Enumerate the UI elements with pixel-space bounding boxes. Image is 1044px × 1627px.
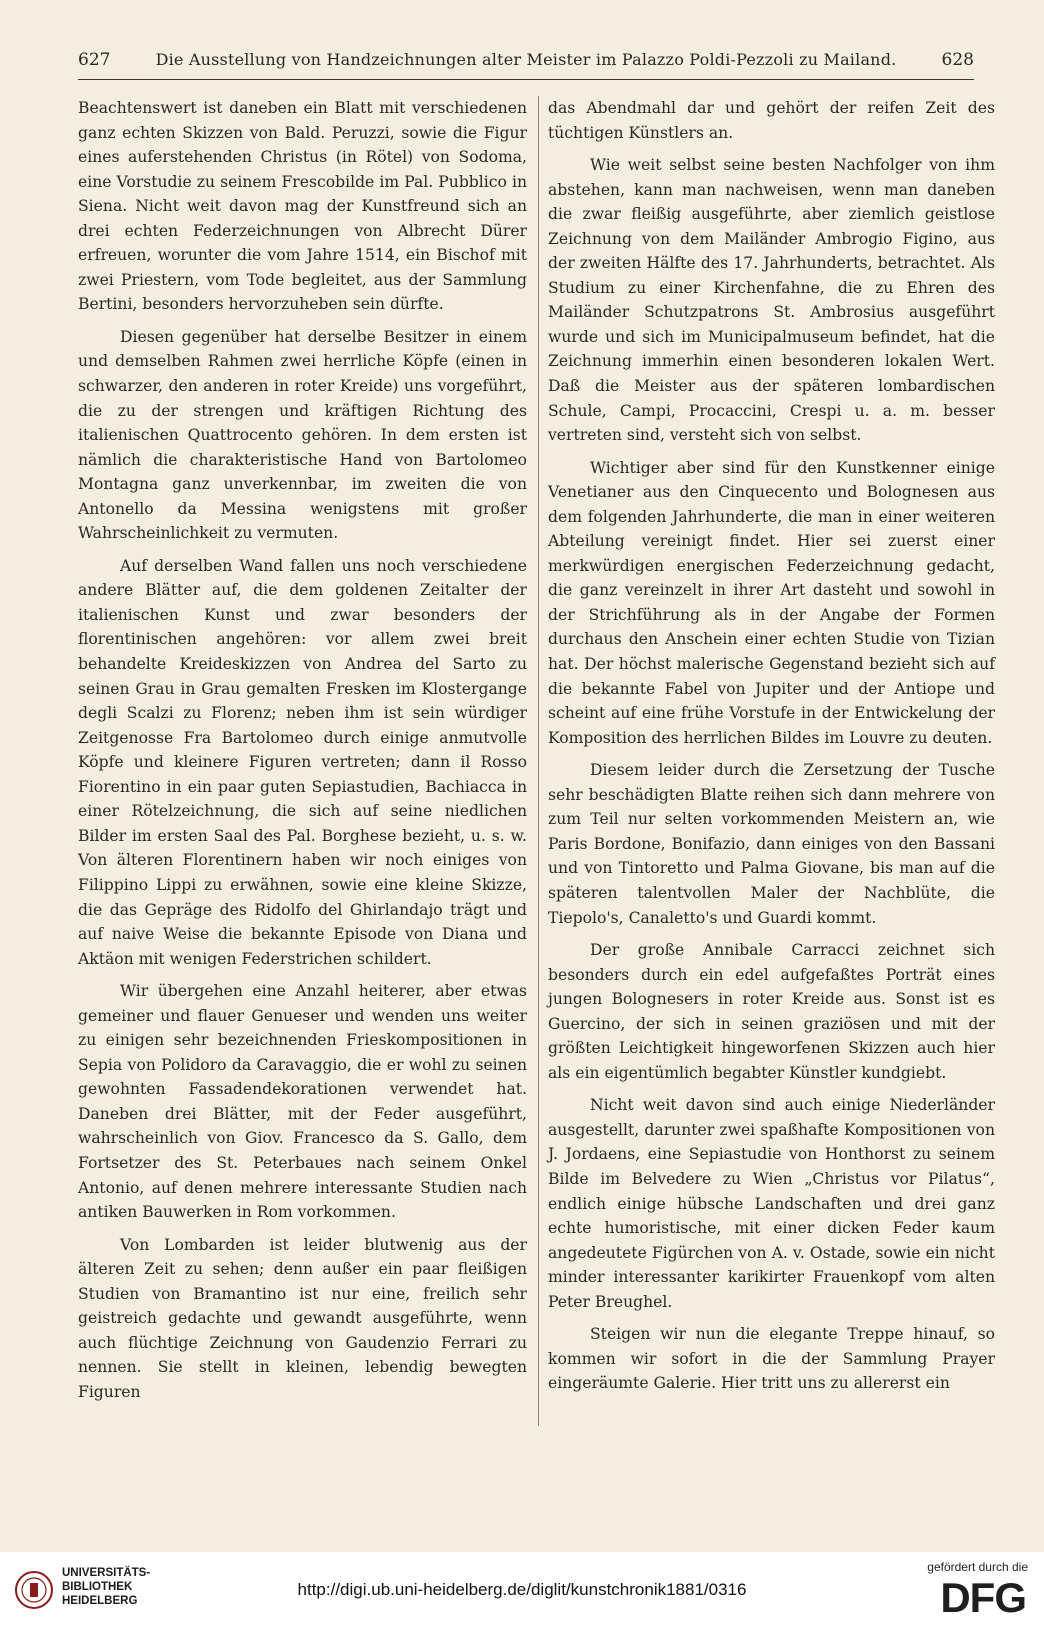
paragraph: Nicht weit davon sind auch einige Niederländer ausgestellt, darunter zwei spaßhafte Kompositionen von J. Jordaens, eine Sepiastudie von Honthorst zu seinem Bilde im Belvedere zu Wien „Christus vor Pilatus“, endlich einige hübsche Landschaften und drei ganz echte humoristische, mit einer dicken Feder kaum angedeutete Figürchen von A. v. Ostade, sowie ein nicht minder interessanter karikirter Frauenkopf vom alten Peter Breughel. [548,1096,995,1311]
page-number-left: 627 [78,50,111,70]
footer-bar [0,1552,1044,1627]
right-column [548,96,995,1396]
paragraph: Von Lombarden ist leider blutwenig aus der älteren Zeit zu sehen; denn außer ein paar fleißigen Studien von Bramantino ist nur eine, freilich sehr geistreich gedachte und gewandt ausgeführte, wenn auch flüchtige Zeichnung von Gaudenzio Ferrari zu nennen. Sie stellt in kleinen, lebendig bewegten Figuren [78,1235,527,1401]
paragraph: Auf derselben Wand fallen uns noch verschiedene andere Blätter auf, die dem goldenen Zeitalter der italienischen Kunst und zwar besonders der florentinischen angehören: vor allem zwei breit behandelte Kreideskizzen von Andrea del Sarto zu seinen Grau in Grau gemalten Fresken im Klostergange degli Scalzi zu Florenz; neben ihm ist sein würdiger Zeitgenosse Fra Bartolomeo durch einige anmutvolle Köpfe und kleinere Figuren vertreten; dann il Rosso Fiorentino in ein paar guten Sepiastudien, Bachiacca in einer Rötelzeichnung, die sich auf seine niedlichen Bilder im ersten Saal des Pal. Borghese bezieht, u. s. w. Von älteren Florentinern haben wir noch einiges von Filippino Lippi zu erwähnen, sowie eine kleine Skizze, die das Gepräge des Ridolfo del Ghirlandajo trägt und auf naive Weise die bekannte Episode von Diana und Aktäon mit wenigen Federstrichen schildert. [78,556,527,968]
paragraph: Wichtiger aber sind für den Kunstkenner einige Venetianer aus den Cinquecento und Bolognesen aus dem folgenden Jahrhunderte, die man in einer weiteren Abteilung vereinigt findet. Hier sei zuerst einer merkwürdigen energischen Federzeichnung gedacht, die ganz vereinzelt in ihrer Art dasteht und sowohl in der Strichführung als in der Angabe der Formen durchaus den Anschein einer echten Studie von Tizian hat. Der höchst malerische Gegenstand bezieht sich auf die bekannte Fabel von Jupiter und der Antiope und scheint auf eine frühe Vorstufe in der Entwickelung der Komposition des herrlichen Bildes im Louvre zu deuten. [548,458,995,747]
page-number-right: 628 [941,50,974,70]
library-name-line: HEIDELBERG [62,1595,138,1607]
paragraph: Der große Annibale Carracci zeichnet sich besonders durch ein edel aufgefaßtes Porträt eines jungen Bolognesers in roter Kreide aus. Sonst ist es Guercino, der sich in seinen graziösen und mit der größten Leichtigkeit hingeworfenen Skizzen auch hier als ein eigentümlich begabter Künstler kundgiebt. [548,941,995,1082]
library-name-line: UNIVERSITÄTS- [62,1567,151,1579]
paragraph: Beachtenswert ist daneben ein Blatt mit verschiedenen ganz echten Skizzen von Bald. Peruzzi, sowie die Figur eines auferstehenden Christus (in Rötel) von Sodoma, eine Vorstudie zu seinem Frescobilde im Pal. Pubblico in Siena. Nicht weit davon mag der Kunstfreund sich an drei echten Federzeichnungen von Albrecht Dürer erfreuen, worunter die vom Jahre 1514, ein Bischof mit zwei Priestern, vom Tode begleitet, aus der Sammlung Bertini, besonders hervorzuheben sein dürfte. [78,99,527,314]
source-url-link[interactable]: http://digi.ub.uni-heidelberg.de/diglit/kunstchronik1881/0316 [297,1580,747,1599]
funding-note: gefördert durch die [927,1560,1028,1574]
paragraph: Diesem leider durch die Zersetzung der Tusche sehr beschädigten Blatte reihen sich dann mehrere von zum Teil nur selten vorkommenden Meistern an, wie Paris Bordone, Bonifazio, dann einiges von den Bassani und von Tintoretto und Palma Giovane, bis man auf die späteren talentvollen Maler der Nachblüte, die Tiepolo's, Canaletto's und Guardi kommt. [548,761,995,927]
paragraph: Wie weit selbst seine besten Nachfolger von ihm abstehen, kann man nachweisen, wenn man daneben die zwar fleißig ausgeführte, aber ziemlich geistlose Zeichnung von dem Mailänder Ambrogio Figino, aus der zweiten Hälfte des 17. Jahrhunderts, betrachtet. Als Studium zu einer Kirchenfahne, die zu Ehren des Mailänder Schutzpatrons St. Ambrosius ausgeführt wurde und sich im Municipalmuseum befindet, hat die Zeichnung immerhin einen besonderen lokalen Wert. Daß die Meister aus der späteren lombardischen Schule, Campi, Procaccini, Crespi u. a. m. besser vertreten sind, versteht sich von selbst. [548,156,995,445]
library-name-line: BIBLIOTHEK [62,1581,133,1593]
paragraph: Wir übergehen eine Anzahl heiterer, aber etwas gemeiner und flauer Genueser und wenden uns weiter zu einigen sehr bezeichnenden Frieskompositionen in Sepia von Polidoro da Caravaggio, die er wohl zu seinen gewohnten Fassadendekorationen verwendet hat. Daneben drei Blätter, mit der Feder ausgeführt, wahrscheinlich von Giov. Francesco da S. Gallo, dem Fortsetzer des St. Peterbaues nach seinem Onkel Antonio, auf denen mehrere interessante Studien nach antiken Bauwerken in Rom vorkommen. [78,982,527,1222]
running-head [78,50,974,70]
column-divider [538,96,539,1426]
header-rule [78,79,974,80]
left-column [78,96,527,1404]
dfg-logo: DFG [940,1574,1026,1621]
running-title: Die Ausstellung von Handzeichnungen alter Meister im Palazzo Poldi-Pezzoli zu Mailand. [155,50,897,69]
paragraph: Diesen gegenüber hat derselbe Besitzer in einem und demselben Rahmen zwei herrliche Köpfe (einen in schwarzer, den anderen in roter Kreide) uns vorgeführt, die zu der strengen und kräftigen Richtung des italienischen Quattrocento gehören. In dem ersten ist nämlich die charakteristische Hand von Bartolomeo Montagna ganz unverkennbar, im zweiten die von Antonello da Messina wenigstens mit großer Wahrscheinlichkeit zu vermuten. [78,327,527,543]
paragraph: Steigen wir nun die elegante Treppe hinauf, so kommen wir sofort in die der Sammlung Prayer eingeräumte Galerie. Hier tritt uns zu allererst ein [548,1325,995,1393]
paragraph: das Abendmahl dar und gehört der reifen Zeit des tüchtigen Künstlers an. [548,99,995,142]
